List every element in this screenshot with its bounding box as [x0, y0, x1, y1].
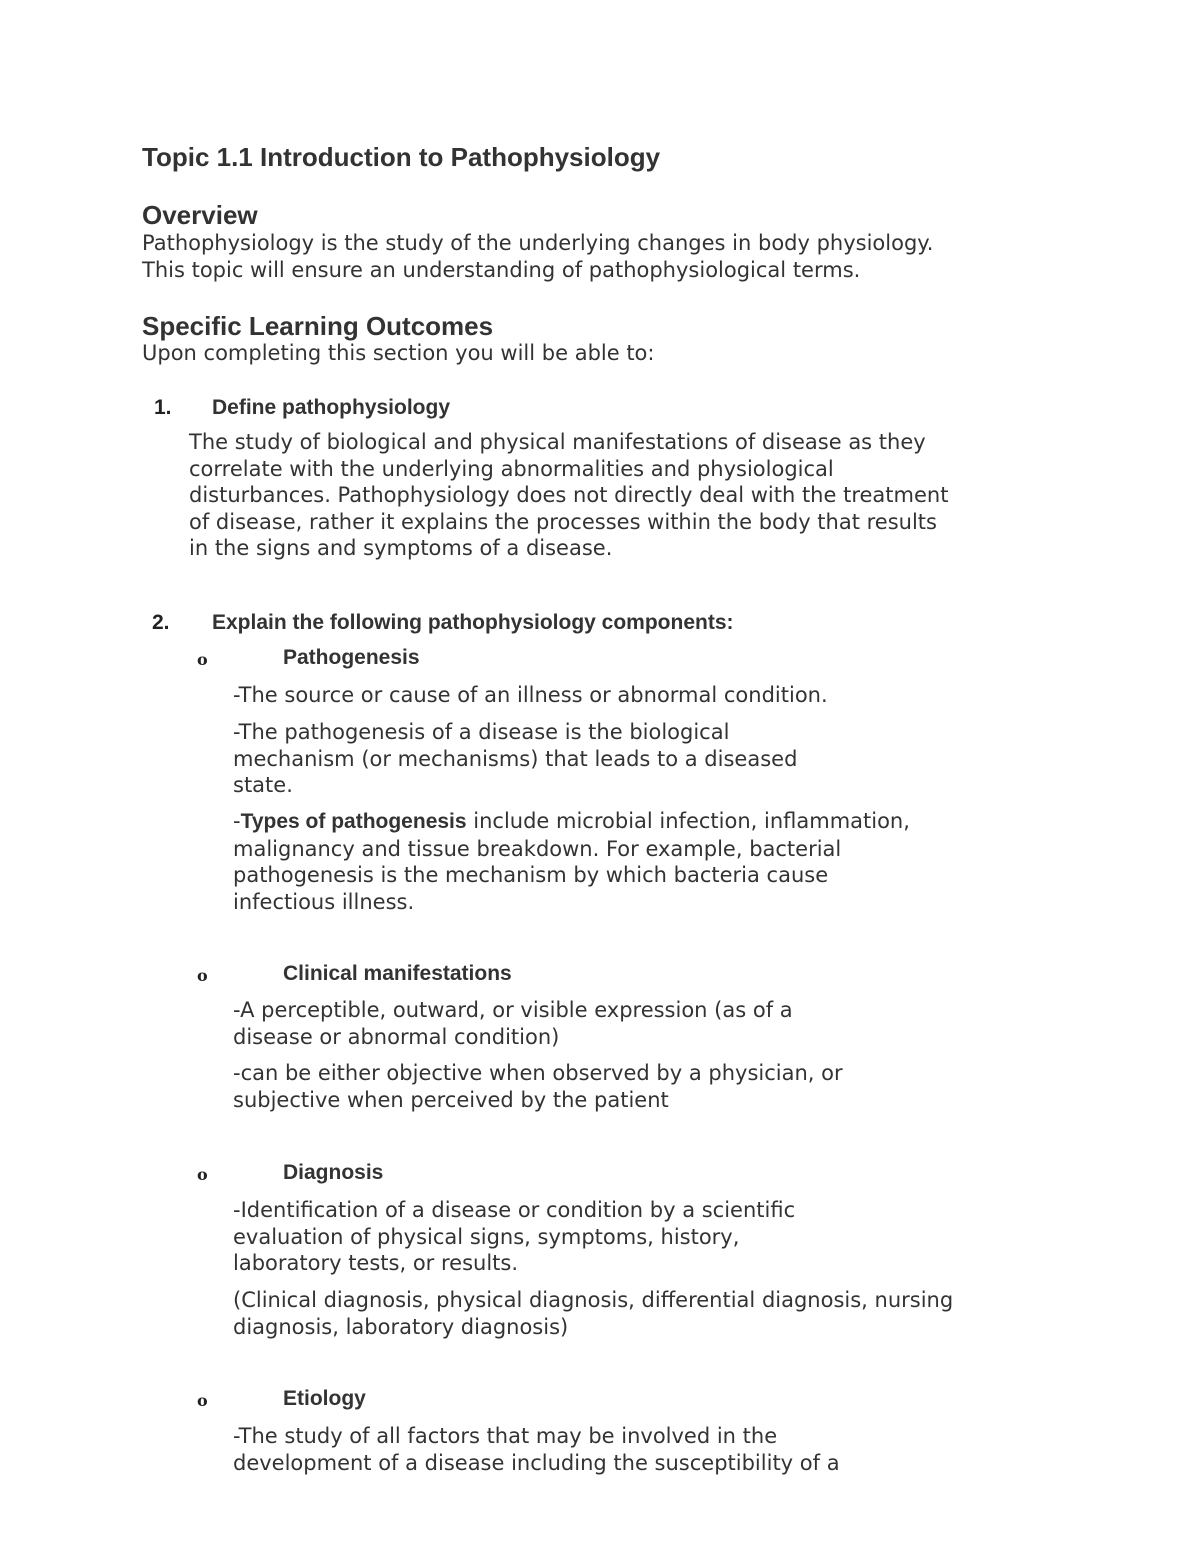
- text-line: correlate with the underlying abnormalities and physiological: [189, 456, 834, 481]
- overview-paragraph: [142, 230, 933, 283]
- outcome-1-definition: [189, 429, 948, 562]
- text-line: subjective when perceived by the patient: [233, 1087, 669, 1112]
- text-line: laboratory tests, or results.: [233, 1251, 519, 1276]
- overview-heading: Overview: [142, 200, 258, 230]
- text-line: -The source or cause of an illness or abnormal condition.: [233, 683, 828, 707]
- diagnosis-paragraph-2: [233, 1287, 953, 1340]
- clinical-manifestations-paragraph-2: [233, 1060, 843, 1113]
- text-line: -can be either objective when observed by a physician, or: [233, 1061, 843, 1085]
- bullet-pathogenesis: o: [197, 650, 208, 669]
- bullet-clinical-manifestations: o: [197, 966, 208, 985]
- page-title: Topic 1.1 Introduction to Pathophysiology: [142, 142, 661, 172]
- component-label-pathogenesis: Pathogenesis: [283, 646, 420, 669]
- text-line: This topic will ensure an understanding of pathophysiological terms.: [142, 257, 861, 282]
- pathogenesis-paragraph-3: [233, 808, 910, 915]
- outcome-2-label: Explain the following pathophysiology components:: [212, 611, 734, 634]
- types-of-pathogenesis-term: Types of pathogenesis: [240, 810, 467, 833]
- text-line: state.: [233, 773, 293, 798]
- bullet-diagnosis: o: [197, 1165, 208, 1184]
- component-label-diagnosis: Diagnosis: [283, 1161, 384, 1184]
- pathogenesis-paragraph-1: [233, 682, 828, 709]
- text-line: (Clinical diagnosis, physical diagnosis, differential diagnosis, nursing: [233, 1288, 954, 1312]
- text-line: [233, 808, 910, 836]
- text-line: disease or abnormal condition): [233, 1024, 560, 1049]
- outcomes-intro: Upon completing this section you will be able to:: [142, 341, 655, 365]
- text-line: -The study of all factors that may be involved in the: [233, 1424, 778, 1448]
- text-line: Pathophysiology is the study of the underlying changes in body physiology.: [142, 231, 934, 255]
- component-label-etiology: Etiology: [283, 1387, 366, 1410]
- dash: -: [233, 809, 241, 833]
- etiology-paragraph-1: [233, 1423, 840, 1476]
- text-line: -A perceptible, outward, or visible expression (as of a: [233, 998, 793, 1022]
- outcome-1-label: Define pathophysiology: [212, 396, 451, 419]
- outcomes-heading: Specific Learning Outcomes: [142, 311, 494, 341]
- text-line: mechanism (or mechanisms) that leads to a diseased: [233, 746, 798, 771]
- text-line: diagnosis, laboratory diagnosis): [233, 1314, 569, 1339]
- list-number-2: 2.: [152, 611, 170, 634]
- component-label-clinical-manifestations: Clinical manifestations: [283, 962, 512, 985]
- text-line: in the signs and symptoms of a disease.: [189, 536, 613, 561]
- diagnosis-paragraph-1: [233, 1197, 795, 1277]
- list-number-1: 1.: [154, 396, 172, 419]
- text-line: malignancy and tissue breakdown. For example, bacterial: [233, 836, 842, 861]
- text-line: disturbances. Pathophysiology does not directly deal with the treatment: [189, 483, 949, 508]
- text-line: The study of biological and physical manifestations of disease as they: [189, 430, 926, 454]
- text-line: evaluation of physical signs, symptoms, history,: [233, 1224, 740, 1249]
- pathogenesis-paragraph-2: [233, 719, 797, 799]
- bullet-etiology: o: [197, 1391, 208, 1410]
- clinical-manifestations-paragraph-1: [233, 997, 793, 1050]
- text-line: -The pathogenesis of a disease is the biological: [233, 720, 730, 744]
- text-line: -Identification of a disease or condition by a scientific: [233, 1198, 796, 1222]
- text-line: development of a disease including the susceptibility of a: [233, 1450, 840, 1475]
- text-line: of disease, rather it explains the processes within the body that results: [189, 509, 937, 534]
- text-line: pathogenesis is the mechanism by which bacteria cause: [233, 863, 829, 888]
- text-run: include microbial infection, inflammation,: [466, 809, 910, 833]
- text-line: infectious illness.: [233, 889, 415, 914]
